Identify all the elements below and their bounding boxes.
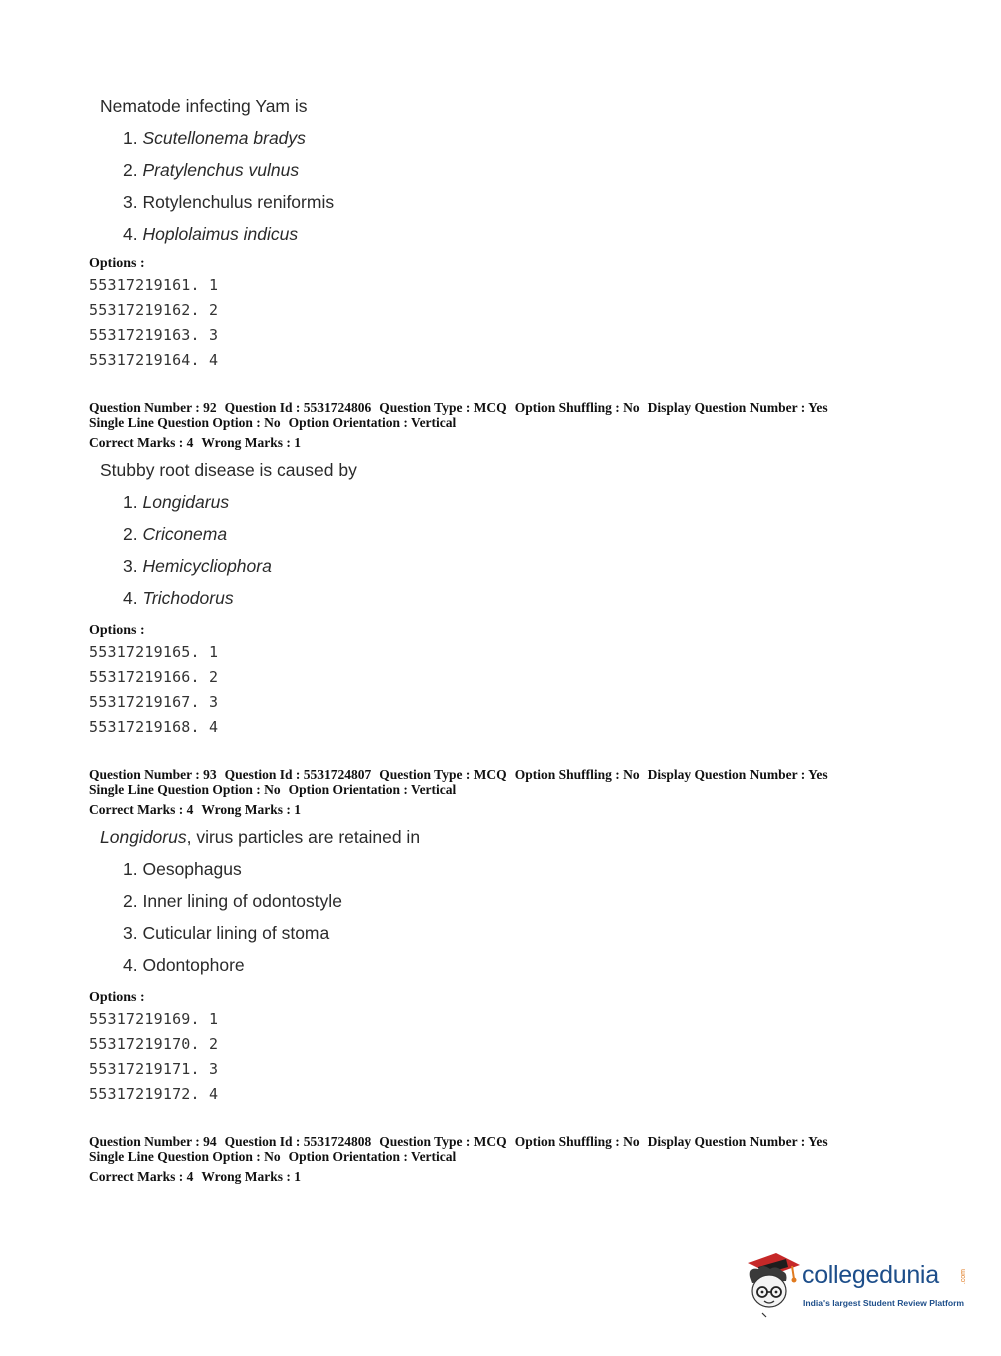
choice-1: 1. Longidarus bbox=[123, 492, 230, 512]
logo-domain: .com bbox=[960, 1269, 967, 1285]
choice-3: 3. Rotylenchulus reniformis bbox=[123, 192, 335, 212]
question-marks: Correct Marks : 4 Wrong Marks : 1 bbox=[89, 802, 301, 817]
question-stem: Nematode infecting Yam is bbox=[100, 96, 308, 116]
option-id: 55317219162. 2 bbox=[89, 301, 219, 319]
option-id: 55317219167. 3 bbox=[89, 693, 219, 711]
question-stem: Stubby root disease is caused by bbox=[100, 460, 357, 480]
option-id: 55317219164. 4 bbox=[89, 351, 219, 369]
option-id: 55317219166. 2 bbox=[89, 668, 219, 686]
option-id: 55317219172. 4 bbox=[89, 1085, 219, 1103]
option-id: 55317219170. 2 bbox=[89, 1035, 219, 1053]
choice-4: 4. Odontophore bbox=[123, 955, 245, 975]
choice-2: 2. Inner lining of odontostyle bbox=[123, 891, 342, 911]
collegedunia-logo[interactable] bbox=[742, 1247, 972, 1319]
choice-3: 3. Cuticular lining of stoma bbox=[123, 923, 330, 943]
choice-1: 1. Oesophagus bbox=[123, 859, 242, 879]
choice-4: 4. Hoplolaimus indicus bbox=[123, 224, 299, 244]
choice-1: 1. Scutellonema bradys bbox=[123, 128, 306, 148]
option-id: 55317219168. 4 bbox=[89, 718, 219, 736]
question-marks: Correct Marks : 4 Wrong Marks : 1 bbox=[89, 435, 301, 450]
options-label: Options : bbox=[89, 623, 145, 638]
choice-3: 3. Hemicycliophora bbox=[123, 556, 272, 576]
options-label: Options : bbox=[89, 256, 145, 271]
choice-2: 2. Criconema bbox=[123, 524, 228, 544]
question-meta: Question Number : 94 Question Id : 5531724808 Question Type : MCQ Option Shuffling : No Display Question Number : Yes Single Line Question Option : No Option Orientation : Vertical bbox=[89, 1134, 828, 1164]
options-label: Options : bbox=[89, 990, 145, 1005]
option-id: 55317219163. 3 bbox=[89, 326, 219, 344]
option-id: 55317219161. 1 bbox=[89, 276, 219, 294]
option-id: 55317219169. 1 bbox=[89, 1010, 219, 1028]
logo-wordmark: collegedunia bbox=[802, 1261, 939, 1289]
question-marks: Correct Marks : 4 Wrong Marks : 1 bbox=[89, 1169, 301, 1184]
question-meta: Question Number : 93 Question Id : 5531724807 Question Type : MCQ Option Shuffling : No Display Question Number : Yes Single Line Question Option : No Option Orientation : Vertical bbox=[89, 767, 828, 797]
mascot-icon bbox=[742, 1247, 802, 1319]
option-id: 55317219165. 1 bbox=[89, 643, 219, 661]
logo-tagline: India's largest Student Review Platform bbox=[803, 1298, 965, 1308]
question-meta: Question Number : 92 Question Id : 5531724806 Question Type : MCQ Option Shuffling : No Display Question Number : Yes Single Line Question Option : No Option Orientation : Vertical bbox=[89, 400, 828, 430]
choice-4: 4. Trichodorus bbox=[123, 588, 234, 608]
choice-2: 2. Pratylenchus vulnus bbox=[123, 160, 300, 180]
question-stem: Longidorus, virus particles are retained in bbox=[100, 827, 421, 847]
option-id: 55317219171. 3 bbox=[89, 1060, 219, 1078]
